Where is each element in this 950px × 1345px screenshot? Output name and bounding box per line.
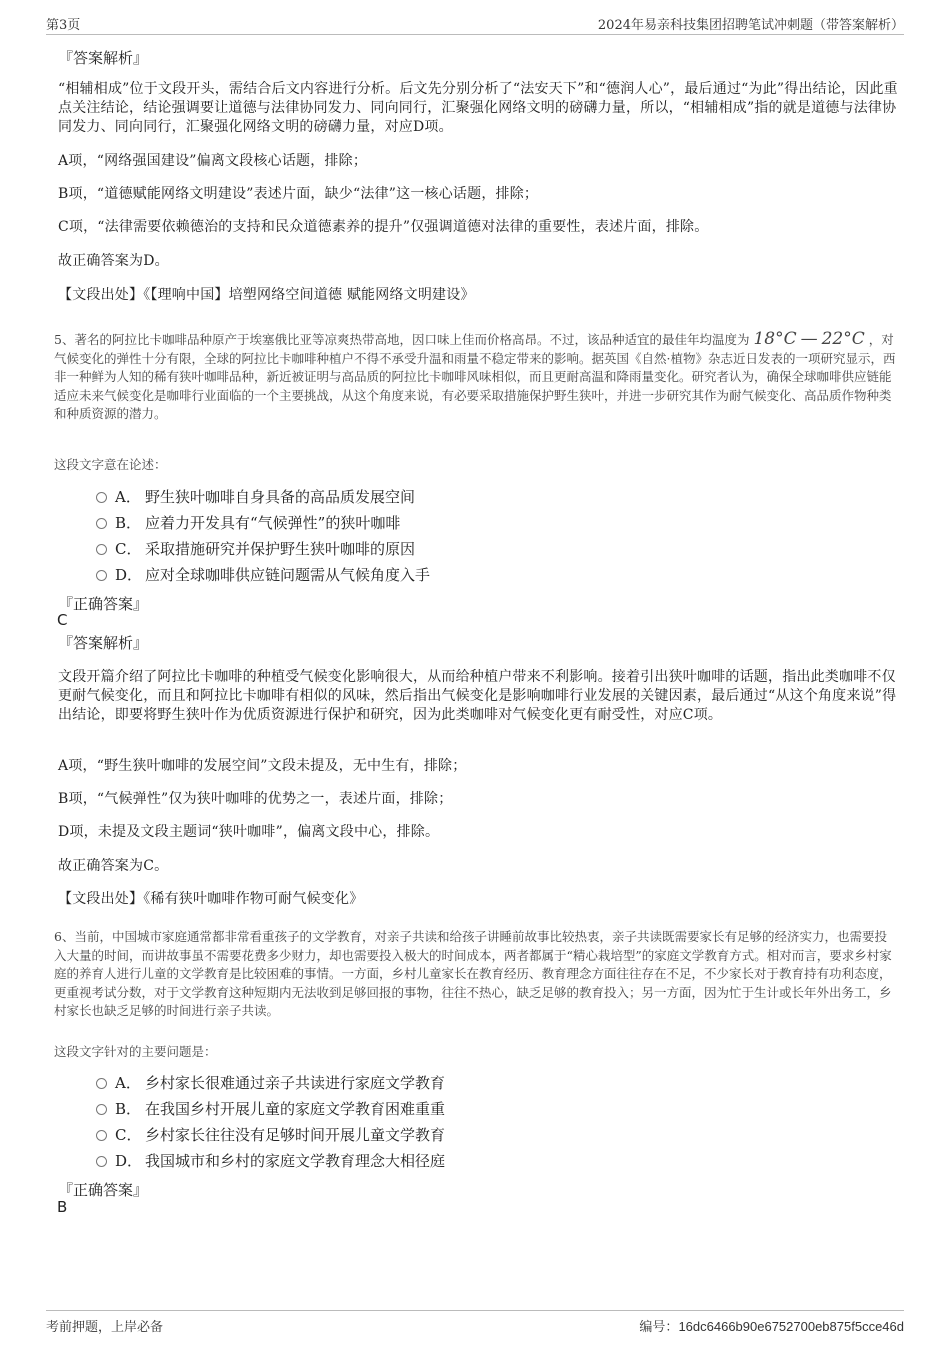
- radio-icon[interactable]: [96, 570, 107, 581]
- option-letter: B．: [115, 514, 142, 532]
- q5-analysis-paragraph: 文段开篇介绍了阿拉比卡咖啡的种植受气候变化影响很大，从而给种植户带来不利影响。接着引出狭叶咖啡的话题，指出此类咖啡不仅更耐气候变化，而且和阿拉比卡咖啡有相似的风味，然后指出气候变化是影响咖啡行业发展的关键因素，最后通过“从这个角度来说”得出结论，即要将野生狭叶作为优质资源进行保护和研究，因为此类咖啡对气候变化更有耐受性，对应C项。: [58, 669, 897, 723]
- q5-correct-answer: C: [57, 611, 68, 629]
- option-text: 野生狭叶咖啡自身具备的高品质发展空间: [145, 488, 416, 506]
- q6-option-b[interactable]: [96, 1099, 445, 1119]
- q6-option-a[interactable]: [96, 1073, 445, 1093]
- footer-slogan: 考前押题，上岸必备: [46, 1320, 164, 1335]
- radio-icon[interactable]: [96, 1078, 107, 1089]
- option-letter: C．: [115, 540, 142, 558]
- radio-icon[interactable]: [96, 1156, 107, 1167]
- q5-text-part2: ，对气候变化的弹性十分有限，全球的阿拉比卡咖啡种植户不得不承受升温和雨量不稳定带来的影响。据英国《自然·植物》杂志近日发表的一项研究显示，西非一种鲜为人知的稀有狭叶咖啡品种，新近被证明与高品质的阿拉比卡咖啡风味相似，而且更耐高温和降雨量变化。研究者认为，确保全球咖啡供应链能适应未来气候变化是咖啡行业面临的一个主要挑战，从这个角度来说，有必要采取措施保护野生狭叶，并进一步研究其作为耐气候变化、高品质作物种类和种质资源的潜力。: [54, 332, 896, 421]
- option-text: 采取措施研究并保护野生狭叶咖啡的原因: [145, 540, 416, 558]
- q5-source: 【文段出处】《稀有狭叶咖啡作物可耐气候变化》: [58, 891, 364, 907]
- radio-icon[interactable]: [96, 518, 107, 529]
- option-text: 应着力开发具有“气候弹性”的狭叶咖啡: [145, 514, 401, 532]
- q6-correct-label: 『正确答案』: [58, 1181, 149, 1199]
- page-number: 第3页: [46, 18, 81, 33]
- footer-code-label: 编号：: [639, 1320, 679, 1335]
- q5-prompt: 这段文字意在论述：: [54, 457, 167, 472]
- q4-conclusion: 故正确答案为D。: [58, 253, 169, 269]
- page-header: [46, 12, 904, 35]
- q5-text-part1: 5、著名的阿拉比卡咖啡品种原产于埃塞俄比亚等凉爽热带高地，因口味上佳而价格高昂。不过，该品种适宜的最佳年均温度为: [54, 332, 750, 347]
- q5-question-text: [54, 330, 898, 424]
- q4-analysis-paragraph: “相辅相成”位于文段开头，需结合后文内容进行分析。后文先分别分析了“法安天下”和“德润人心”，最后通过“为此”得出结论，因此重点关注结论，结论强调要让道德与法律协同发力、同向同行，汇聚强化网络文明的磅礴力量，所以，“相辅相成”指的就是道德与法律协同发力、同向同行，汇聚强化网络文明的磅礴力量，对应D项。: [58, 81, 898, 135]
- option-letter: D．: [115, 566, 143, 584]
- q5-analysis-option-a: A项，“野生狭叶咖啡的发展空间”文段未提及，无中生有，排除；: [58, 758, 467, 774]
- q5-conclusion: 故正确答案为C。: [58, 858, 169, 874]
- q5-option-a[interactable]: [96, 487, 415, 507]
- option-text: 乡村家长往往没有足够时间开展儿童文学教育: [145, 1126, 446, 1144]
- footer-code: [639, 1316, 904, 1335]
- option-text: 我国城市和乡村的家庭文学教育理念大相径庭: [145, 1152, 446, 1170]
- radio-icon[interactable]: [96, 1130, 107, 1141]
- q5-temp-high: 22°C: [821, 329, 865, 349]
- q5-analysis-option-d: D项，未提及文段主题词“狭叶咖啡”，偏离文段中心，排除。: [58, 824, 440, 840]
- q5-option-b[interactable]: [96, 513, 400, 533]
- option-text: 在我国乡村开展儿童的家庭文学教育困难重重: [145, 1100, 446, 1118]
- option-text: 乡村家长很难通过亲子共读进行家庭文学教育: [145, 1074, 446, 1092]
- q4-analysis-option-a: A项，“网络强国建设”偏离文段核心话题，排除；: [58, 153, 368, 169]
- q4-source: 【文段出处】《【理响中国】培塑网络空间道德 赋能网络文明建设》: [58, 287, 475, 303]
- option-text: 应对全球咖啡供应链问题需从气候角度入手: [145, 566, 431, 584]
- q4-analysis-option-b: B项，“道德赋能网络文明建设”表述片面，缺少“法律”这一核心话题，排除；: [58, 186, 539, 202]
- option-letter: A．: [115, 1074, 141, 1092]
- q6-option-d[interactable]: [96, 1151, 445, 1171]
- document-title: 2024年易亲科技集团招聘笔试冲刺题（带答案解析）: [597, 18, 904, 33]
- q4-analysis-label: 『答案解析』: [58, 49, 149, 67]
- radio-icon[interactable]: [96, 492, 107, 503]
- q5-analysis-option-b: B项，“气候弹性”仅为狭叶咖啡的优势之一，表述片面，排除；: [58, 791, 453, 807]
- q6-correct-answer: B: [57, 1198, 68, 1216]
- footer-code-value: 16dc6466b90e6752700eb875f5cce46d: [678, 1319, 904, 1334]
- q5-option-c[interactable]: [96, 539, 415, 559]
- q5-option-d[interactable]: [96, 565, 430, 585]
- radio-icon[interactable]: [96, 544, 107, 555]
- q5-temp-dash: —: [800, 329, 818, 349]
- q6-question-text: 6、当前，中国城市家庭通常都非常看重孩子的文学教育，对亲子共读和给孩子讲睡前故事比较热衷，亲子共读既需要家长有足够的经济实力，也需要投入大量的时间，而讲故事虽不需要花费多少财力，却也需要投入极大的时间成本，两者都属于“精心栽培型”的家庭文学教育方式。相对而言，要求乡村家庭的养育人进行儿童的文学教育是比较困难的事情。一方面，乡村儿童家长在教育经历、教育理念方面往往存在不足，不少家长对于教育持有功利态度，更重视考试分数，对于文学教育这种短期内无法收到足够回报的事物，往往不热心，缺乏足够的教育投入；另一方面，因为忙于生计或长年外出务工，乡村家长也缺乏足够的时间进行亲子共读。: [54, 929, 892, 1018]
- page-footer: [46, 1310, 904, 1335]
- q6-prompt: 这段文字针对的主要问题是：: [54, 1044, 217, 1059]
- q5-temp-low: 18°C: [753, 329, 797, 349]
- option-letter: A．: [115, 488, 141, 506]
- q5-correct-label: 『正确答案』: [58, 595, 149, 613]
- q6-option-c[interactable]: [96, 1125, 445, 1145]
- radio-icon[interactable]: [96, 1104, 107, 1115]
- q4-analysis-option-c: C项，“法律需要依赖德治的支持和民众道德素养的提升”仅强调道德对法律的重要性，表述片面，排除。: [58, 219, 709, 235]
- option-letter: C．: [115, 1126, 142, 1144]
- option-letter: D．: [115, 1152, 143, 1170]
- q5-analysis-label: 『答案解析』: [58, 634, 149, 652]
- option-letter: B．: [115, 1100, 142, 1118]
